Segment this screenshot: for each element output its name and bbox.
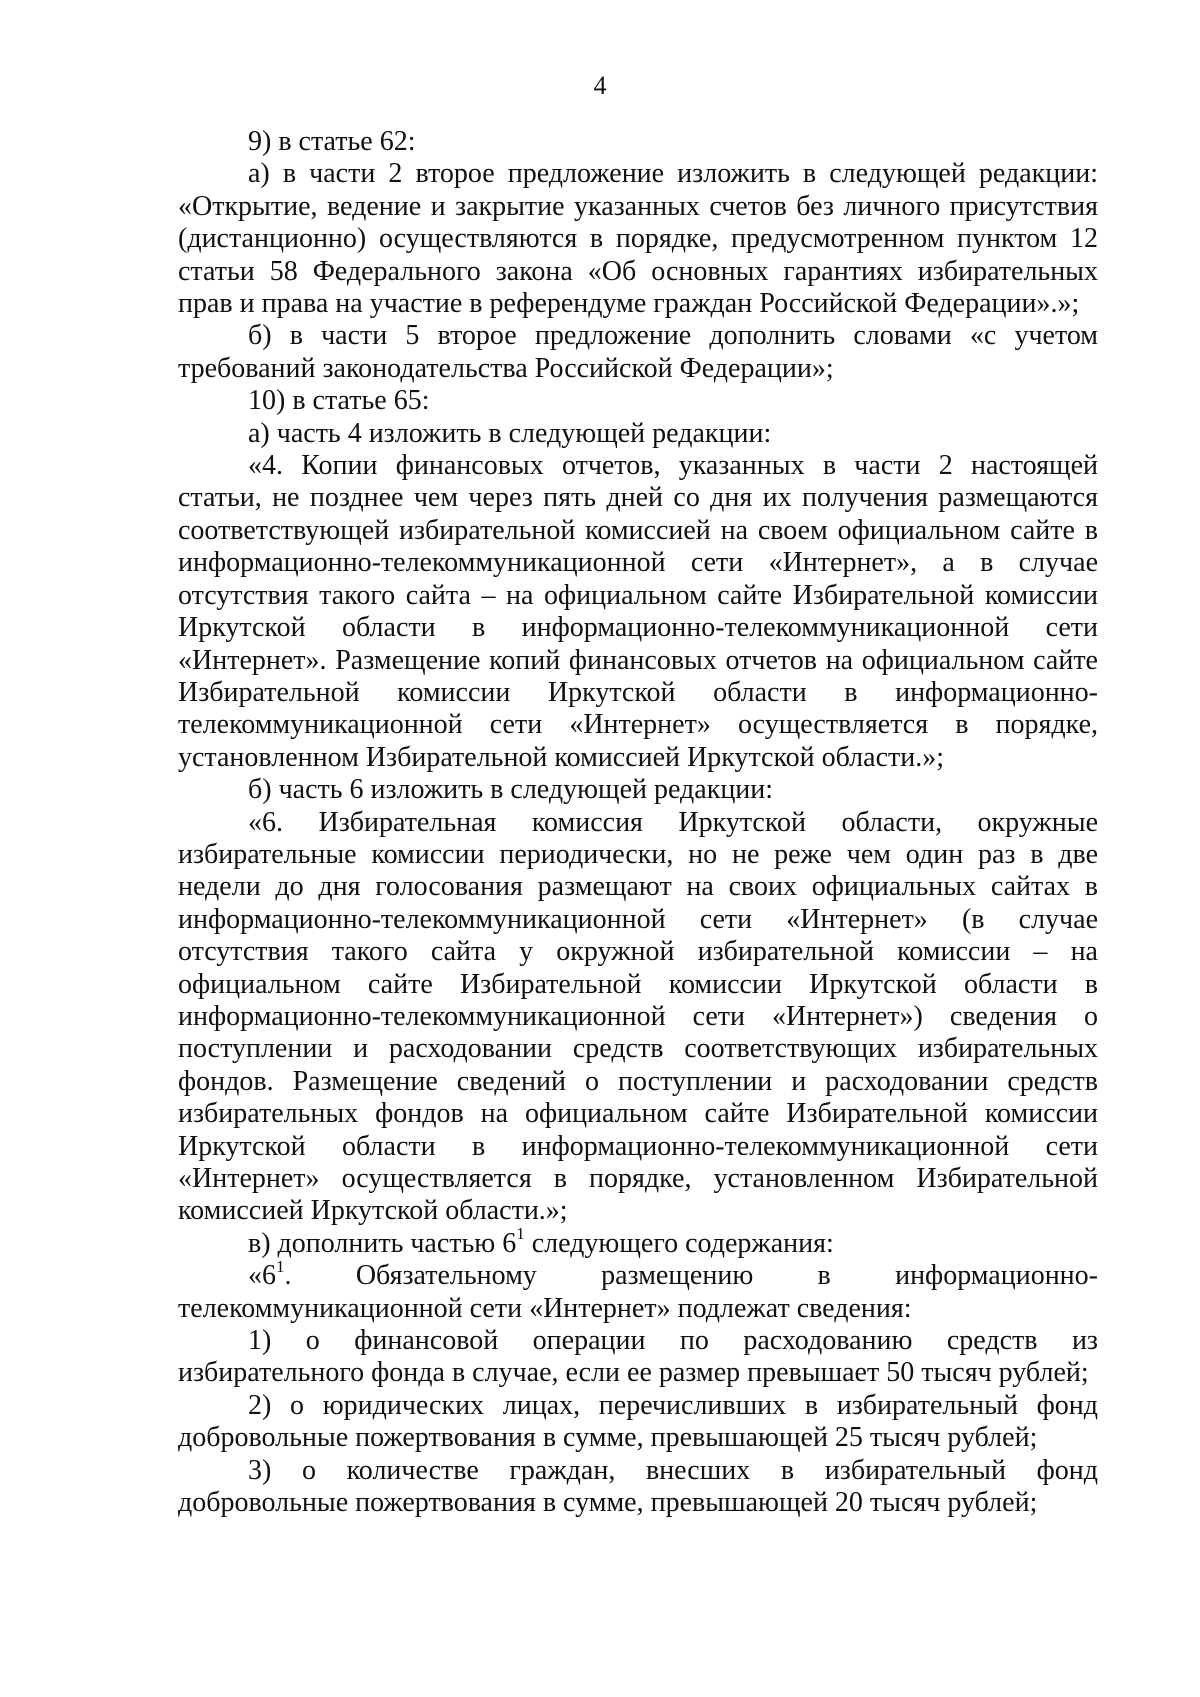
superscript-index: 1 bbox=[276, 1256, 285, 1276]
paragraph-part-6-1-before: «6 bbox=[248, 1260, 276, 1292]
paragraph-item-10c bbox=[178, 1224, 1098, 1260]
page-number: 4 bbox=[593, 71, 607, 100]
paragraph-item-9-heading: 9) в статье 62: bbox=[248, 126, 416, 157]
paragraph-list-item-2: 2) о юридических лицах, перечисливших в избирательный фонд добровольные пожертвования в сумме, превышающей 25 тысяч рублей; bbox=[178, 1389, 1098, 1454]
paragraph-item-10b: б) часть 6 изложить в следующей редакции: bbox=[248, 774, 774, 806]
superscript-index: 1 bbox=[516, 1224, 525, 1244]
paragraph-list-item-1: 1) о финансовой операции по расходованию средств из избирательного фонда в случае, если ее размер превышает 50 тысяч рублей; bbox=[178, 1325, 1098, 1389]
paragraph-item-10-heading: 10) в статье 65: bbox=[248, 385, 430, 417]
paragraph-item-9a: а) в части 2 второе предложение изложить в следующей редакции: «Открытие, ведение и закрытие указанных счетов без личного присутствия (дистанционно) осуществляются в порядке, предусмотренном пунктом 12 статьи 58 Федерального закона «Об основных гарантиях избирательных прав и права на участие в референдуме граждан Российской Федерации».»; bbox=[178, 158, 1098, 320]
paragraph-list-item-3: 3) о количестве граждан, внесших в избирательный фонд добровольные пожертвования в сумме, превышающей 20 тысяч рублей; bbox=[178, 1454, 1098, 1519]
paragraph-part-4-text: «4. Копии финансовых отчетов, указанных в части 2 настоящей статьи, не позднее чем через пять дней со дня их получения размещаются соответствующей избирательной комиссией на своем официальном сайте в информационно-телекоммуникационной сети «Интернет», а в случае отсутствия такого сайта – на официальном сайте Избирательной комиссии Иркутской области в информационно-телекоммуникационной сети «Интернет». Размещение копий финансовых отчетов на официальном сайте Избирательной комиссии Иркутской области в информационно-телекоммуникационной сети «Интернет» осуществляется в порядке, установленном Избирательной комиссией Иркутской области.»; bbox=[178, 450, 1098, 773]
paragraph-part-6-1-after: . Обязательному размещению в информационно-телекоммуникационной сети «Интернет» подлежат сведения: bbox=[178, 1260, 1098, 1324]
paragraph-item-9b: б) в части 5 второе предложение дополнить словами «с учетом требований законодательства Российской Федерации»; bbox=[178, 320, 1098, 384]
paragraph-item-10c-after: следующего содержания: bbox=[524, 1227, 834, 1259]
paragraph-item-10c-before: в) дополнить частью 6 bbox=[248, 1227, 517, 1259]
paragraph-part-6-1-text bbox=[178, 1256, 1098, 1325]
paragraph-part-6-text: «6. Избирательная комиссия Иркутской области, окружные избирательные комиссии периодически, но не реже чем один раз в две недели до дня голосования размещают на своих официальных сайтах в информационно-телекоммуникационной сети «Интернет» (в случае отсутствия такого сайта у окружной избирательной комиссии – на официальном сайте Избирательной комиссии Иркутской области в информационно-телекоммуникационной сети «Интернет») сведения о поступлении и расходовании средств соответствующих избирательных фондов. Размещение сведений о поступлении и расходовании средств избирательных фондов на официальном сайте Избирательной комиссии Иркутской области в информационно-телекоммуникационной сети «Интернет» осуществляется в порядке, установленном Избирательной комиссией Иркутской области.»; bbox=[178, 806, 1098, 1227]
document-body bbox=[178, 126, 1098, 1519]
paragraph-item-10a: а) часть 4 изложить в следующей редакции: bbox=[248, 417, 772, 449]
